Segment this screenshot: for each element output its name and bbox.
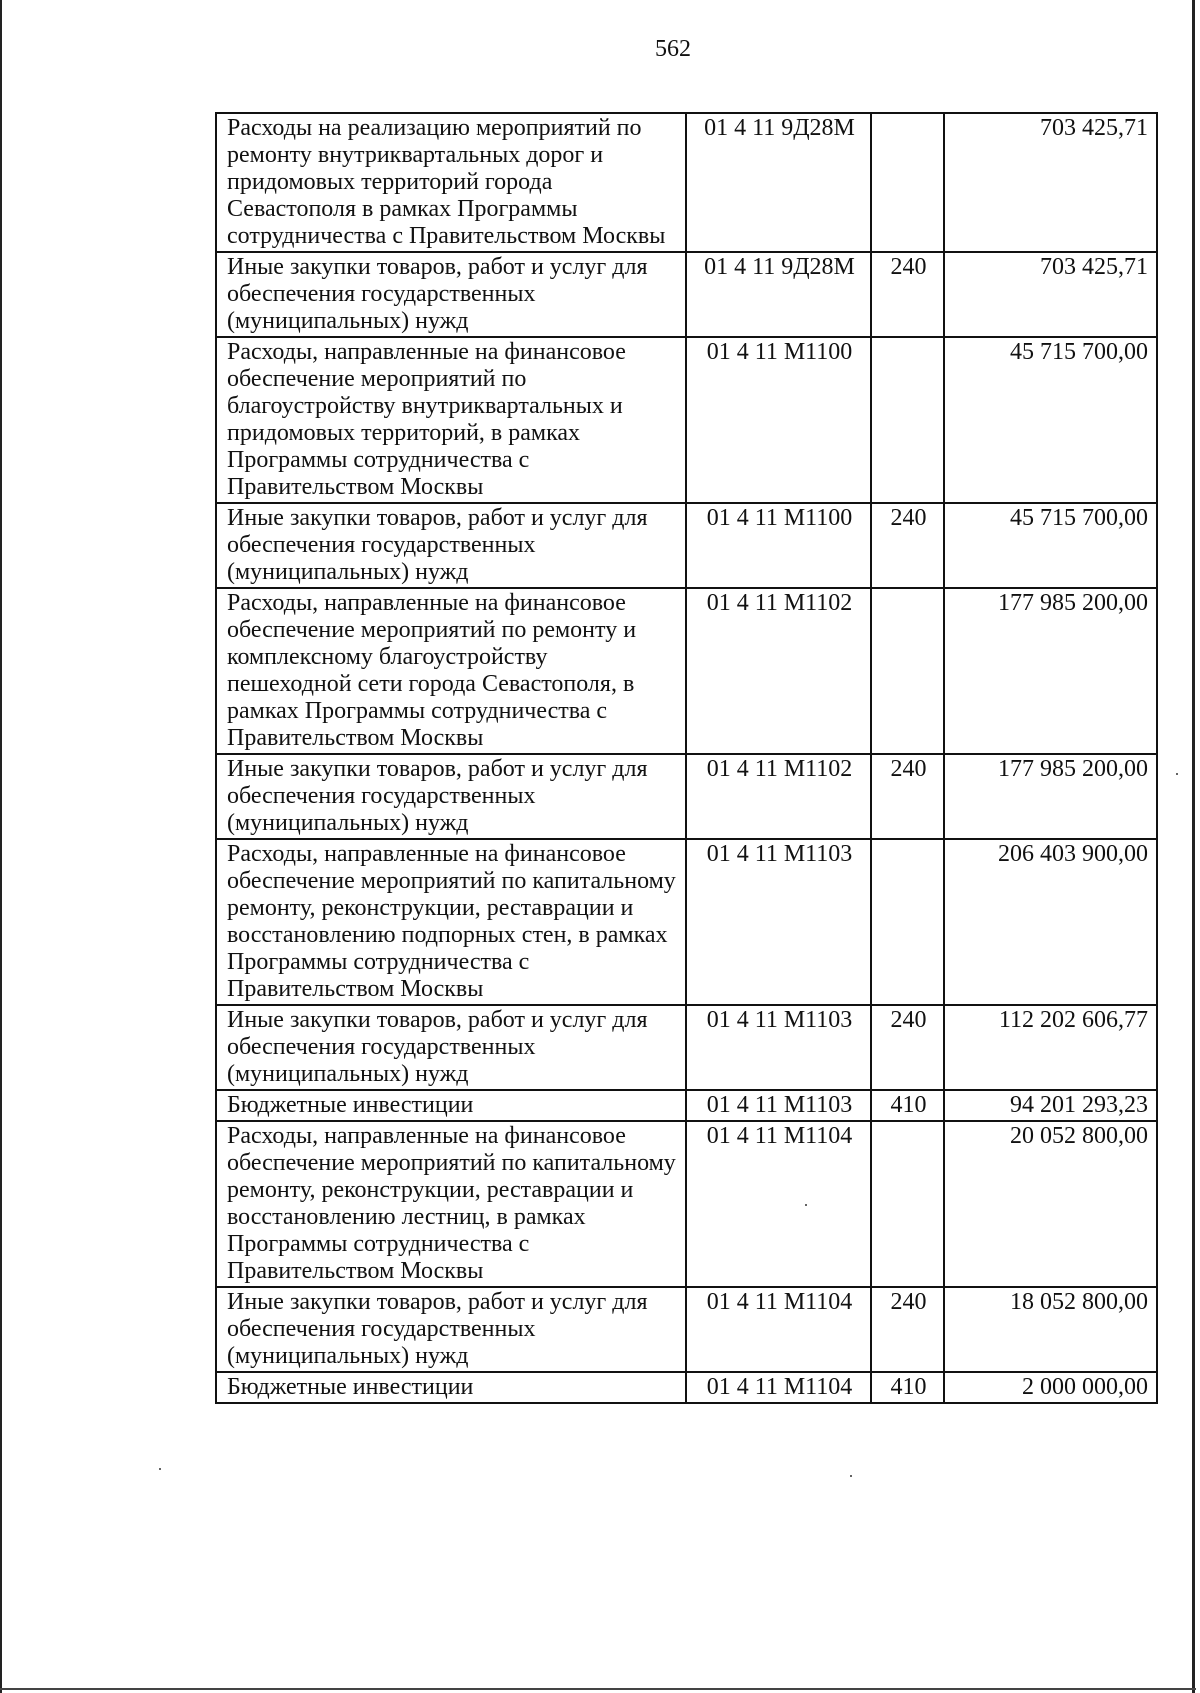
amount-cell: 703 425,71 <box>944 113 1157 252</box>
expense-name-cell: Иные закупки товаров, работ и услуг для обеспечения государственных (муниципальных) нужд <box>216 503 686 588</box>
amount-cell: 18 052 800,00 <box>944 1287 1157 1372</box>
expense-type-cell: 240 <box>871 252 944 337</box>
expense-type-cell: 240 <box>871 1287 944 1372</box>
target-code-cell: 01 4 11 9Д28М <box>686 252 871 337</box>
expense-name-cell: Иные закупки товаров, работ и услуг для обеспечения государственных (муниципальных) нужд <box>216 1287 686 1372</box>
table-row <box>216 839 1157 1005</box>
target-code-cell: 01 4 11 М1100 <box>686 503 871 588</box>
scan-speck <box>850 1475 852 1477</box>
amount-cell: 112 202 606,77 <box>944 1005 1157 1090</box>
scan-edge-bottom <box>0 1688 1196 1690</box>
expense-name-cell: Расходы, направленные на финансовое обеспечение мероприятий по благоустройству внутриквартальных и придомовых территорий, в рамках Программы сотрудничества с Правительством Москвы <box>216 337 686 503</box>
table-row <box>216 1090 1157 1121</box>
expense-name-cell: Иные закупки товаров, работ и услуг для обеспечения государственных (муниципальных) нужд <box>216 754 686 839</box>
table-row <box>216 754 1157 839</box>
amount-cell: 206 403 900,00 <box>944 839 1157 1005</box>
scan-speck <box>159 1468 161 1470</box>
expense-type-cell <box>871 839 944 1005</box>
expense-name-cell: Бюджетные инвестиции <box>216 1372 686 1403</box>
target-code-cell: 01 4 11 М1103 <box>686 1090 871 1121</box>
scan-edge-left <box>0 0 2 1693</box>
target-code-cell: 01 4 11 9Д28М <box>686 113 871 252</box>
table-row <box>216 1121 1157 1287</box>
table-row <box>216 337 1157 503</box>
table-row <box>216 588 1157 754</box>
target-code-cell: 01 4 11 М1104 <box>686 1287 871 1372</box>
expense-type-cell <box>871 1121 944 1287</box>
amount-cell: 45 715 700,00 <box>944 337 1157 503</box>
target-code-cell: 01 4 11 М1104 <box>686 1372 871 1403</box>
budget-table-body <box>216 113 1157 1403</box>
target-code-cell: 01 4 11 М1103 <box>686 1005 871 1090</box>
amount-cell: 177 985 200,00 <box>944 754 1157 839</box>
table-row <box>216 1372 1157 1403</box>
amount-cell: 2 000 000,00 <box>944 1372 1157 1403</box>
budget-table <box>215 112 1158 1404</box>
target-code-cell: 01 4 11 М1103 <box>686 839 871 1005</box>
amount-cell: 703 425,71 <box>944 252 1157 337</box>
expense-name-cell: Расходы на реализацию мероприятий по ремонту внутриквартальных дорог и придомовых территорий города Севастополя в рамках Программы сотрудничества с Правительством Москвы <box>216 113 686 252</box>
expense-name-cell: Расходы, направленные на финансовое обеспечение мероприятий по капитальному ремонту, реконструкции, реставрации и восстановлению подпорных стен, в рамках Программы сотрудничества с Правительством Москвы <box>216 839 686 1005</box>
scan-speck <box>805 1204 807 1206</box>
target-code-cell: 01 4 11 М1102 <box>686 588 871 754</box>
expense-type-cell: 410 <box>871 1372 944 1403</box>
table-row <box>216 1287 1157 1372</box>
expense-type-cell: 410 <box>871 1090 944 1121</box>
table-row <box>216 252 1157 337</box>
expense-name-cell: Расходы, направленные на финансовое обеспечение мероприятий по ремонту и комплексному благоустройству пешеходной сети города Севастополя, в рамках Программы сотрудничества с Правительством Москвы <box>216 588 686 754</box>
scan-speck <box>1176 773 1178 775</box>
expense-type-cell: 240 <box>871 1005 944 1090</box>
expense-name-cell: Бюджетные инвестиции <box>216 1090 686 1121</box>
target-code-cell: 01 4 11 М1104 <box>686 1121 871 1287</box>
target-code-cell: 01 4 11 М1100 <box>686 337 871 503</box>
expense-type-cell <box>871 113 944 252</box>
expense-name-cell: Иные закупки товаров, работ и услуг для обеспечения государственных (муниципальных) нужд <box>216 1005 686 1090</box>
table-row <box>216 503 1157 588</box>
amount-cell: 177 985 200,00 <box>944 588 1157 754</box>
expense-type-cell: 240 <box>871 503 944 588</box>
amount-cell: 94 201 293,23 <box>944 1090 1157 1121</box>
amount-cell: 20 052 800,00 <box>944 1121 1157 1287</box>
expense-type-cell <box>871 588 944 754</box>
expense-type-cell <box>871 337 944 503</box>
expense-type-cell: 240 <box>871 754 944 839</box>
scan-edge-right <box>1192 0 1195 1693</box>
amount-cell: 45 715 700,00 <box>944 503 1157 588</box>
table-row <box>216 113 1157 252</box>
expense-name-cell: Расходы, направленные на финансовое обеспечение мероприятий по капитальному ремонту, реконструкции, реставрации и восстановлению лестниц, в рамках Программы сотрудничества с Правительством Москвы <box>216 1121 686 1287</box>
table-row <box>216 1005 1157 1090</box>
target-code-cell: 01 4 11 М1102 <box>686 754 871 839</box>
page-number: 562 <box>655 36 691 62</box>
expense-name-cell: Иные закупки товаров, работ и услуг для обеспечения государственных (муниципальных) нужд <box>216 252 686 337</box>
